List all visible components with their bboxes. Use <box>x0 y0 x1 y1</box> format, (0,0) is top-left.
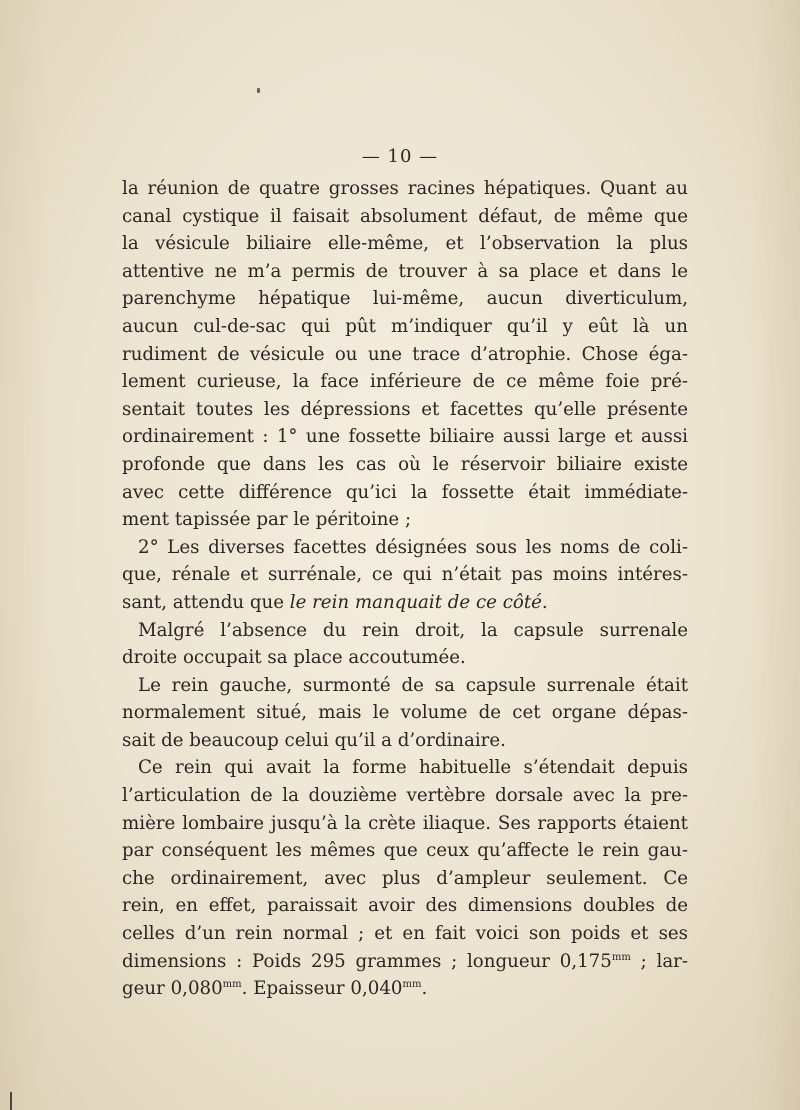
text-line: dimensions : Poids 295 grammes ; longueur $0,175^{mm}$ ; lar- <box>122 950 688 972</box>
paragraph <box>122 617 688 672</box>
text-line: Ce rein qui avait la forme habituelle s’étendait depuis <box>138 757 688 779</box>
text-line: mière lombaire jusqu’à la crète iliaque. Ses rapports étaient <box>122 812 688 834</box>
text-line: ment tapissée par le péritoine ; <box>122 509 412 531</box>
text-line: sentait toutes les dépressions et facettes qu’elle présente <box>122 398 688 420</box>
paragraph <box>122 175 688 534</box>
body-text <box>122 175 688 1003</box>
text-line: geur $0,080^{mm}$. Epaisseur $0,040^{mm}$. <box>122 978 428 1000</box>
text-line: rudiment de vésicule ou une trace d’atrophie. Chose éga- <box>122 343 688 365</box>
text-line: ordinairement : 1° une fossette biliaire aussi large et aussi <box>122 426 688 448</box>
text-line: 2° Les diverses facettes désignées sous les noms de coli- <box>138 536 688 558</box>
text-line: canal cystique il faisait absolument défaut, de même que <box>122 205 688 227</box>
paragraph <box>122 672 688 755</box>
text-line: par conséquent les mêmes que ceux qu’affecte le rein gau- <box>122 840 688 862</box>
text-line: que, rénale et surrénale, ce qui n’était pas moins intéres- <box>122 564 688 586</box>
text-line: attentive ne m’a permis de trouver à sa place et dans le <box>122 260 688 282</box>
text-line: Le rein gauche, surmonté de sa capsule surrenale était <box>138 674 688 696</box>
text-line: droite occupait sa place accoutumée. <box>122 647 466 669</box>
text-line: la vésicule biliaire elle-même, et l’observation la plus <box>122 233 688 255</box>
paragraph <box>122 534 688 617</box>
page-number: — 10 — <box>361 146 439 167</box>
text-line: normalement situé, mais le volume de cet organe dépas- <box>122 702 688 724</box>
text-line: sait de beaucoup celui qu’il a d’ordinaire. <box>122 729 506 751</box>
text-line: lement curieuse, la face inférieure de ce même foie pré- <box>122 371 688 393</box>
text-line: Malgré l’absence du rein droit, la capsule surrenale <box>138 619 688 641</box>
text-line: celles d’un rein normal ; et en fait voici son poids et ses <box>122 923 688 945</box>
text-line: rein, en effet, paraissait avoir des dimensions doubles de <box>122 895 688 917</box>
text-line: profonde que dans les cas où le réservoir biliaire existe <box>122 453 688 475</box>
text-line: che ordinairement, avec plus d’ampleur seulement. Ce <box>122 867 688 889</box>
paragraph <box>122 754 688 1002</box>
page-edge-mark <box>10 1092 12 1110</box>
text-line: la réunion de quatre grosses racines hépatiques. Quant au <box>122 178 688 199</box>
text-line: avec cette différence qu’ici la fossette était immédiate- <box>122 481 688 503</box>
text-line: sant, attendu que le rein manquait de ce côté. <box>122 591 548 613</box>
ink-speck <box>257 88 260 93</box>
text-line: parenchyme hépatique lui-même, aucun diverticulum, <box>122 288 688 310</box>
text-line: aucun cul-de-sac qui pût m’indiquer qu’il y eût là un <box>122 315 688 337</box>
text-line: l’articulation de la douzième vertèbre dorsale avec la pre- <box>122 785 688 807</box>
